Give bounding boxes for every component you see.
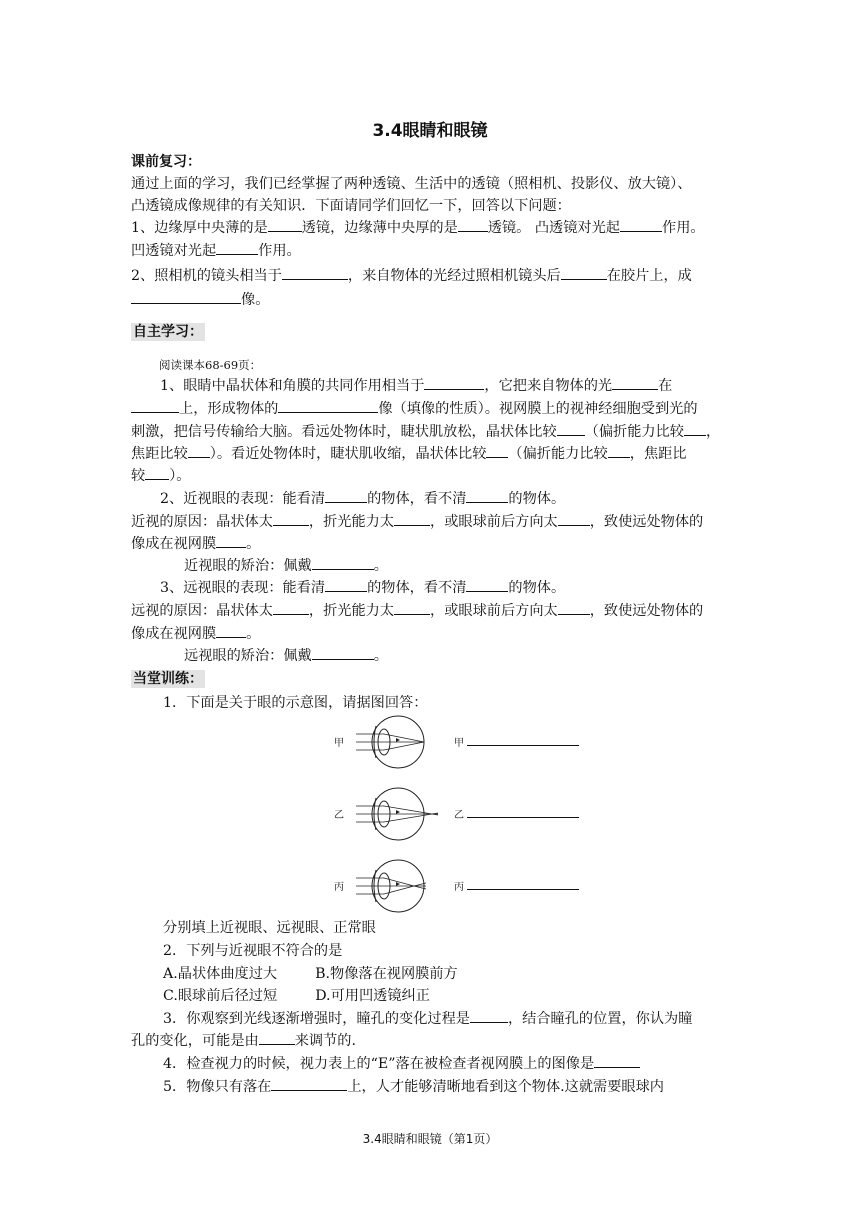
text: 像成在视网膜 <box>131 626 217 642</box>
myopia-correction <box>184 555 796 577</box>
answer-blank[interactable] <box>612 375 658 390</box>
answer-blank[interactable] <box>467 807 579 818</box>
practice-question-1: 1．下面是关于眼的示意图，请据图回答： <box>163 695 428 711</box>
answer-blank[interactable] <box>620 217 662 232</box>
text: 作用。 <box>662 220 705 236</box>
answer-blank[interactable] <box>271 1076 347 1091</box>
eye-diagram-icon <box>350 712 446 772</box>
self-study-heading <box>131 321 743 343</box>
eye-diagram-icon <box>350 784 446 844</box>
answer-blank[interactable] <box>312 555 374 570</box>
text: 远视的原因：晶状体太 <box>131 603 273 619</box>
answer-blank[interactable] <box>467 735 579 746</box>
heading-text: 当堂训练： <box>133 671 203 687</box>
text: ，折光能力太 <box>308 514 395 530</box>
reading-assignment: 阅读课本68-69页： <box>159 358 262 372</box>
text: 像。 <box>241 292 270 308</box>
text: 1、眼睛中晶状体和角膜的共同作用相当于 <box>160 378 425 394</box>
text: 孔的变化，可能是由 <box>131 1033 259 1049</box>
text: 远视眼的矫治：佩戴 <box>184 648 312 664</box>
answer-blank[interactable] <box>467 879 579 890</box>
text: ，或眼球前后方向太 <box>430 514 558 530</box>
text: ，来自物体的光经过照相机镜头后 <box>347 268 561 284</box>
figure-answer <box>454 806 579 821</box>
review-question-2a <box>131 265 743 287</box>
text: ，焦距比 <box>629 446 687 462</box>
text: 的物体。 <box>508 491 566 507</box>
practice-question-4 <box>163 1053 775 1075</box>
hyperopia-cause-2 <box>131 623 743 645</box>
answer-blank[interactable] <box>608 443 630 458</box>
review-question-1a <box>131 217 743 239</box>
option-d[interactable]: D.可用凹透镜纠正 <box>315 988 430 1004</box>
text: 的物体，看不清 <box>367 580 467 596</box>
study-line-3 <box>131 421 743 443</box>
eye-figure-b <box>332 784 592 844</box>
review-heading: 课前复习： <box>131 154 201 170</box>
option-c[interactable]: C.眼球前后径过短 <box>163 988 278 1004</box>
text: 。 <box>373 648 388 664</box>
page-title: 3.4眼睛和眼镜 <box>372 121 488 141</box>
answer-blank[interactable] <box>684 421 706 436</box>
answer-blank[interactable] <box>216 623 246 638</box>
text: 刺激，把信号传输给大脑。看远处物体时，睫状肌放松，晶状体比较 <box>131 424 557 440</box>
text: ，致使远处物体的 <box>589 603 704 619</box>
study-line-2 <box>131 398 743 420</box>
figure-label: 甲 <box>334 738 344 749</box>
text: 。 <box>246 626 261 642</box>
text: 近视眼的矫治：佩戴 <box>184 558 312 574</box>
study-line-1 <box>160 375 772 397</box>
eye-figure-c <box>332 856 592 916</box>
practice-question-5 <box>163 1076 775 1098</box>
myopia-cause <box>131 511 743 533</box>
text: 透镜。 凸透镜对光起 <box>487 220 620 236</box>
answer-blank[interactable] <box>466 488 508 503</box>
text: ，结合瞳孔的位置，你认为瞳 <box>507 1011 693 1027</box>
text: 的物体。 <box>508 580 566 596</box>
text: 近视的原因：晶状体太 <box>131 514 273 530</box>
study-line-5 <box>131 465 743 487</box>
text: （偏折能力比较 <box>508 446 608 462</box>
answer-blank[interactable] <box>312 645 374 660</box>
eye-figure-a <box>332 712 592 772</box>
text: ，它把来自物体的光 <box>484 378 613 394</box>
figure-instruction: 分别填上近视眼、远视眼、正常眼 <box>163 920 376 936</box>
text: 3、远视眼的表现：能看清 <box>160 580 326 596</box>
heading-text: 自主学习： <box>133 324 203 340</box>
text: 3．你观察到光线逐渐增强时，瞳孔的变化过程是 <box>163 1011 470 1027</box>
practice-question-2: 2．下列与近视眼不符合的是 <box>163 943 343 959</box>
myopia-cause-2 <box>131 533 743 555</box>
review-intro-2: 凸透镜成像规律的有关知识．下面请同学们回忆一下，回答以下问题： <box>131 198 571 214</box>
answer-blank[interactable] <box>557 421 585 436</box>
text: 作用。 <box>258 243 301 259</box>
text: ， <box>705 424 721 440</box>
answer-blank[interactable] <box>486 443 508 458</box>
text: 上，形成物体的 <box>179 401 279 417</box>
answer-blank[interactable] <box>131 289 241 304</box>
answer-blank[interactable] <box>259 1030 295 1045</box>
practice-question-3a <box>163 1008 775 1030</box>
answer-blank[interactable] <box>458 217 488 232</box>
text: 2、近视眼的表现：能看清 <box>160 491 326 507</box>
text: 来调节的. <box>294 1033 356 1049</box>
text: 5．物像只有落在 <box>163 1079 272 1095</box>
answer-blank[interactable] <box>273 511 309 526</box>
answer-blank[interactable] <box>470 1008 508 1023</box>
question-2-options-row-1 <box>163 963 775 985</box>
answer-blank[interactable] <box>466 577 508 592</box>
text: 透镜，边缘薄中央厚的是 <box>301 220 458 236</box>
answer-blank[interactable] <box>216 240 258 255</box>
text: （偏折能力比较 <box>584 424 684 440</box>
myopia-symptom <box>160 488 772 510</box>
figure-label: 乙 <box>334 810 344 821</box>
answer-blank[interactable] <box>558 600 590 615</box>
answer-blank[interactable] <box>325 488 367 503</box>
practice-heading <box>131 668 743 690</box>
text: 的物体，看不清 <box>367 491 467 507</box>
text: 像成在视网膜 <box>131 536 217 552</box>
text: ）。看近处物体时，睫状肌收缩，晶状体比较 <box>209 446 487 462</box>
answer-blank[interactable] <box>131 398 179 413</box>
review-intro-1: 通过上面的学习，我们已经掌握了两种透镜、生活中的透镜（照相机、投影仪、放大镜）、 <box>131 176 692 192</box>
page-footer: 3.4眼睛和眼镜（第1页） <box>362 1132 498 1146</box>
figure-answer <box>454 734 579 749</box>
text: 2、照相机的镜头相当于 <box>131 268 282 284</box>
answer-blank[interactable] <box>188 443 210 458</box>
figure-label: 乙 <box>454 810 464 821</box>
text: 。 <box>373 558 388 574</box>
figure-label: 丙 <box>454 882 464 893</box>
answer-blank[interactable] <box>273 600 309 615</box>
review-question-1b <box>131 240 743 262</box>
text: 像（填像的性质）。视网膜上的视神经细胞受到光的 <box>378 401 698 417</box>
text: ，致使远处物体的 <box>589 514 704 530</box>
text: 焦距比较 <box>131 446 188 462</box>
hyperopia-symptom <box>160 577 772 599</box>
review-question-2b <box>131 289 743 311</box>
question-2-options-row-2 <box>163 985 775 1007</box>
text: 在 <box>658 378 673 394</box>
text: 在胶片上，成 <box>606 268 692 284</box>
text: 上，人才能够清晰地看到这个物体.这就需要眼球内 <box>347 1079 664 1095</box>
study-line-4 <box>131 443 743 465</box>
text: 凹透镜对光起 <box>131 243 217 259</box>
answer-blank[interactable] <box>268 217 302 232</box>
answer-blank[interactable] <box>594 1053 640 1068</box>
answer-blank[interactable] <box>558 511 590 526</box>
text: 较 <box>131 468 146 484</box>
answer-blank[interactable] <box>394 511 430 526</box>
answer-blank[interactable] <box>282 265 348 280</box>
text: ，或眼球前后方向太 <box>430 603 558 619</box>
hyperopia-correction <box>184 645 796 667</box>
answer-blank[interactable] <box>394 600 430 615</box>
text: 。 <box>246 536 261 552</box>
text: ）。 <box>169 468 191 484</box>
practice-question-3b <box>131 1030 743 1052</box>
answer-blank[interactable] <box>424 375 484 390</box>
answer-blank[interactable] <box>216 533 246 548</box>
answer-blank[interactable] <box>325 577 367 592</box>
figure-label: 甲 <box>454 738 464 749</box>
answer-blank[interactable] <box>561 265 607 280</box>
answer-blank[interactable] <box>278 398 378 413</box>
hyperopia-cause <box>131 600 743 622</box>
option-b[interactable]: B.物像落在视网膜前方 <box>315 966 458 982</box>
figure-answer <box>454 878 579 893</box>
text: 4．检查视力的时候，视力表上的“E”落在被检查者视网膜上的图像是 <box>163 1056 595 1072</box>
answer-blank[interactable] <box>145 465 169 480</box>
text: 1、边缘厚中央薄的是 <box>131 220 268 236</box>
text: ，折光能力太 <box>308 603 395 619</box>
option-a[interactable]: A.晶状体曲度过大 <box>163 966 278 982</box>
figure-label: 丙 <box>334 882 344 893</box>
eye-diagram-icon <box>350 856 446 916</box>
